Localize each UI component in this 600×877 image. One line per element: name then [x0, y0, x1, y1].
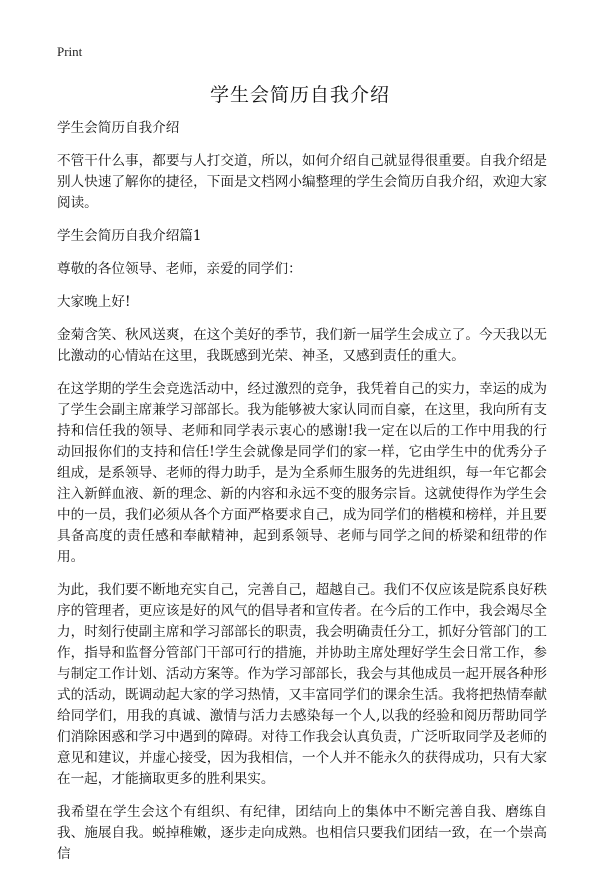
body-paragraph-3: 为此，我们要不断地充实自己，完善自己，超越自己。我们不仅应该是院系良好秩序的管理者，更应该是好的风气的倡导者和宣传者。在今后的工作中，我会竭尽全力，时刻行使副主席和学习部部长的职责，我会明确责任分工，抓好分管部门的工作，指导和监督分管部门干部可行的措施，并协助主席处理好学生会日常工作，参与制定工作计划、活动方案等。作为学习部部长，我会与其他成员一起开展各种形式的活动，既调动起大家的学习热情，又丰富同学们的课余生活。我将把热情奉献给同学们，用我的真诚、激情与活力去感染每一个人,以我的经验和阅历帮助同学们消除困惑和学习中遇到的障碍。对待工作我会认真负责，广泛听取同学及老师的意见和建议，并虚心接受，因为我相信，一个人并不能永久的获得成功，只有大家在一起，才能摘取更多的胜利果实。 — [57, 582, 547, 787]
subtitle-paragraph: 学生会简历自我介绍 — [57, 120, 180, 136]
document-body — [57, 118, 547, 877]
section-heading: 学生会简历自我介绍篇1 — [57, 228, 202, 244]
salutation-paragraph: 尊敬的各位领导、老师，亲爱的同学们： — [57, 261, 302, 277]
body-paragraph-1: 金菊含笑、秋风送爽，在这个美好的季节，我们新一届学生会成立了。今天我以无比激动的心情站在这里，我既感到光荣、神圣，又感到责任的重大。 — [57, 327, 547, 364]
body-paragraph-4: 我希望在学生会这个有组织、有纪律，团结向上的集体中不断完善自我、磨练自我、施展自我。蜕掉稚嫩，逐步走向成熟。也相信只要我们团结一致，在一个崇高信 — [57, 804, 547, 862]
body-paragraph-2: 在这学期的学生会竞选活动中，经过激烈的竞争，我凭着自己的实力，幸运的成为了学生会副主席兼学习部部长。我为能够被大家认同而自豪，在这里，我向所有支持和信任我的领导、老师和同学表示衷心的感谢!我一定在以后的工作中用我的行动回报你们的支持和信任!学生会就像是同学们的家一样，它由学生中的优秀分子组成，是系领导、老师的得力助手，是为全系师生服务的先进组织，每一年它都会注入新鲜血液、新的理念、新的内容和永远不变的服务宗旨。这就使得作为学生会中的一员，我们必须从各个方面严格要求自己，成为同学们的楷模和榜样，并且要具备高度的责任感和奉献精神，起到系领导、老师与同学之间的桥梁和纽带的作用。 — [57, 381, 547, 565]
document-title: 学生会简历自我介绍 — [209, 84, 390, 106]
greeting-paragraph: 大家晚上好! — [57, 294, 131, 310]
intro-paragraph: 不管干什么事，都要与人打交道，所以，如何介绍自己就显得很重要。自我介绍是别人快速了解你的捷径，下面是文档网小编整理的学生会简历自我介绍，欢迎大家阅读。 — [57, 153, 547, 211]
print-link[interactable]: Print — [57, 44, 83, 59]
